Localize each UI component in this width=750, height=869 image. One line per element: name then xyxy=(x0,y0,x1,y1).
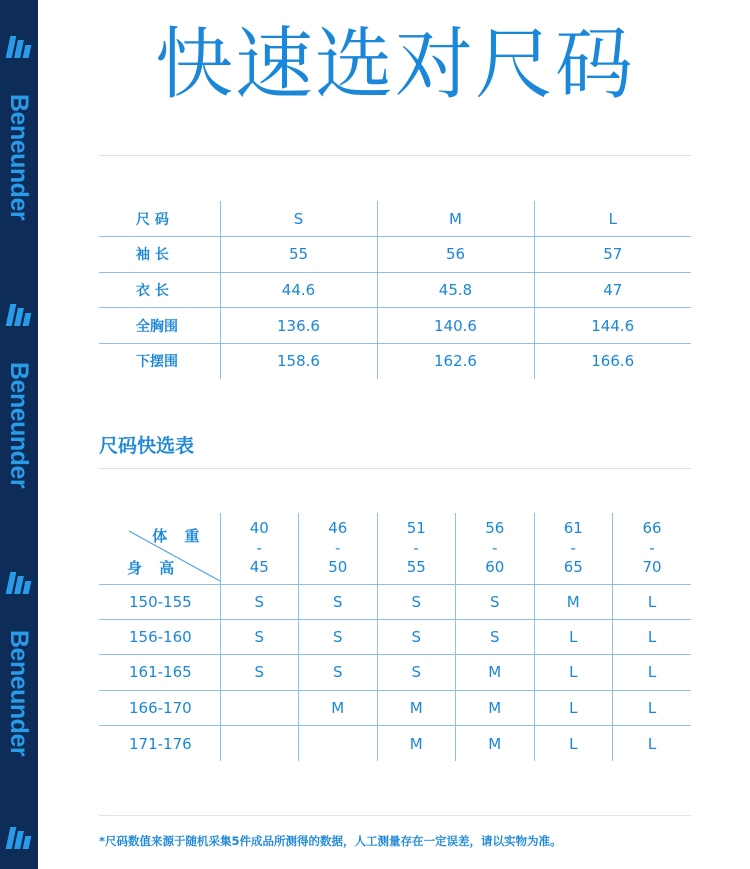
size-table xyxy=(99,201,691,379)
brand-name: Beneunder xyxy=(5,94,33,221)
table-row xyxy=(99,726,691,761)
brand-logo-icon xyxy=(8,825,32,849)
size-cell: M xyxy=(299,690,378,725)
size-cell: S xyxy=(456,619,535,654)
height-label: 身 高 xyxy=(127,559,181,577)
size-cell: S xyxy=(456,584,535,619)
table-cell: 57 xyxy=(534,237,691,273)
size-table-header xyxy=(99,201,691,237)
size-cell: L xyxy=(534,655,613,690)
weight-label: 体 重 xyxy=(152,527,206,545)
measure-label: 衣 长 xyxy=(99,272,220,308)
table-cell: 55 xyxy=(220,237,377,273)
section-title: 尺码快选表 xyxy=(99,435,195,457)
brand-sidebar xyxy=(0,0,38,869)
size-cell: S xyxy=(220,655,299,690)
weight-range-header: 40 - 45 xyxy=(220,513,299,584)
height-range-label: 150-155 xyxy=(99,584,220,619)
brand-name: Beneunder xyxy=(5,630,33,757)
table-cell: 44.6 xyxy=(220,272,377,308)
size-cell: S xyxy=(377,619,456,654)
divider xyxy=(99,155,691,156)
size-cell: M xyxy=(456,690,535,725)
size-column-header: S xyxy=(220,201,377,237)
page-title: 快速选对尺码 xyxy=(154,20,635,110)
table-cell: 45.8 xyxy=(377,272,534,308)
brand-name: Beneunder xyxy=(5,362,33,489)
size-cell: M xyxy=(377,690,456,725)
height-range-label: 161-165 xyxy=(99,655,220,690)
size-column-header: M xyxy=(377,201,534,237)
table-cell: 56 xyxy=(377,237,534,273)
table-row xyxy=(99,690,691,725)
table-row xyxy=(99,584,691,619)
size-cell: M xyxy=(534,584,613,619)
divider xyxy=(99,468,691,469)
size-cell xyxy=(220,726,299,761)
brand-logo-icon xyxy=(8,302,32,326)
brand-logo-icon xyxy=(8,34,32,58)
size-cell: S xyxy=(220,619,299,654)
weight-range-header: 56 - 60 xyxy=(456,513,535,584)
brand-block xyxy=(0,825,38,869)
table-row xyxy=(99,619,691,654)
size-cell: L xyxy=(613,584,692,619)
size-cell: S xyxy=(377,584,456,619)
height-range-label: 166-170 xyxy=(99,690,220,725)
table-cell: 144.6 xyxy=(534,308,691,344)
footnote: *尺码数值来源于随机采集5件成品所测得的数据，人工测量存在一定误差，请以实物为准。 xyxy=(99,834,562,848)
brand-block xyxy=(0,570,38,790)
quick-size-table xyxy=(99,513,691,761)
table-row xyxy=(99,308,691,344)
size-cell: M xyxy=(456,726,535,761)
size-cell xyxy=(220,690,299,725)
size-cell: M xyxy=(377,726,456,761)
table-cell: 47 xyxy=(534,272,691,308)
table-cell: 136.6 xyxy=(220,308,377,344)
table-row xyxy=(99,343,691,379)
weight-range-header: 61 - 65 xyxy=(534,513,613,584)
divider xyxy=(99,815,691,816)
table-cell: 140.6 xyxy=(377,308,534,344)
size-cell: L xyxy=(613,619,692,654)
size-column-header: L xyxy=(534,201,691,237)
table-row xyxy=(99,272,691,308)
table-cell: 158.6 xyxy=(220,343,377,379)
height-range-label: 171-176 xyxy=(129,734,192,753)
size-cell: L xyxy=(613,726,692,761)
size-cell: S xyxy=(220,584,299,619)
size-cell: L xyxy=(534,690,613,725)
size-cell: L xyxy=(534,726,613,761)
size-cell: M xyxy=(456,655,535,690)
quick-table-header xyxy=(99,513,691,584)
brand-block xyxy=(0,302,38,522)
measure-label: 全胸围 xyxy=(99,308,220,344)
table-cell: 162.6 xyxy=(377,343,534,379)
size-header-label: 尺 码 xyxy=(99,201,220,237)
weight-range-header: 51 - 55 xyxy=(377,513,456,584)
measure-label: 袖 长 xyxy=(99,237,220,273)
size-cell: L xyxy=(613,690,692,725)
brand-logo-icon xyxy=(8,570,32,594)
weight-range-header: 66 - 70 xyxy=(613,513,692,584)
size-cell: S xyxy=(299,655,378,690)
size-cell: S xyxy=(299,584,378,619)
brand-block xyxy=(0,34,38,254)
table-row xyxy=(99,655,691,690)
size-cell: S xyxy=(377,655,456,690)
size-cell: S xyxy=(299,619,378,654)
diagonal-header-cell xyxy=(99,513,220,584)
height-range-label: 156-160 xyxy=(99,619,220,654)
size-cell xyxy=(299,726,378,761)
size-cell: L xyxy=(613,655,692,690)
measure-label: 下摆围 xyxy=(136,354,178,371)
table-row xyxy=(99,237,691,273)
table-cell: 166.6 xyxy=(534,343,691,379)
weight-range-header: 46 - 50 xyxy=(299,513,378,584)
size-cell: L xyxy=(534,619,613,654)
